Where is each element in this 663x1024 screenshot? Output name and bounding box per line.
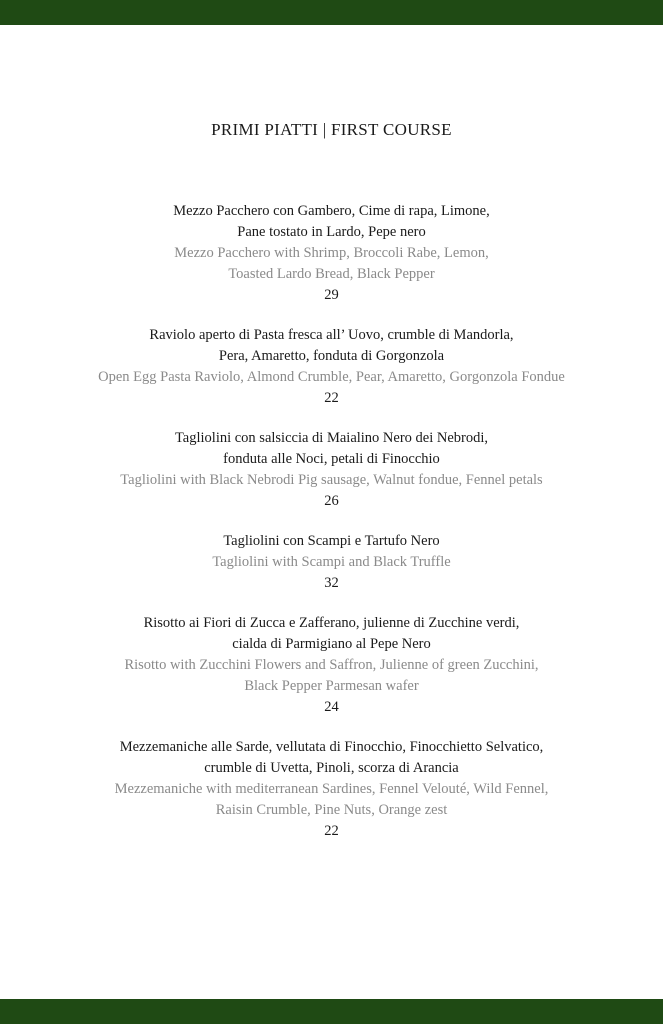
dish-item <box>0 428 663 512</box>
dish-price: 26 <box>324 493 339 509</box>
dish-italian-line: Pera, Amaretto, fonduta di Gorgonzola <box>218 348 445 364</box>
dish-english-line: Risotto with Zucchini Flowers and Saffron, Julienne of green Zucchini, <box>124 657 539 673</box>
dish-italian-line: Tagliolini con Scampi e Tartufo Nero <box>223 533 440 549</box>
dish-italian-line: Tagliolini con salsiccia di Maialino Nero dei Nebrodi, <box>174 430 489 446</box>
dish-italian-line: Pane tostato in Lardo, Pepe nero <box>237 224 426 240</box>
dish-price: 29 <box>324 287 339 303</box>
dish-english-line: Open Egg Pasta Raviolo, Almond Crumble, Pear, Amaretto, Gorgonzola Fondue <box>98 369 565 385</box>
dish-price: 22 <box>324 823 339 839</box>
dish-italian-line: Raviolo aperto di Pasta fresca all’ Uovo, crumble di Mandorla, <box>149 327 514 343</box>
dish-italian-line: Mezzemaniche alle Sarde, vellutata di Finocchio, Finocchietto Selvatico, <box>119 739 544 755</box>
dish-english-line: Raisin Crumble, Pine Nuts, Orange zest <box>215 802 448 818</box>
top-green-bar <box>0 0 663 25</box>
dish-italian-line: Mezzo Pacchero con Gambero, Cime di rapa, Limone, <box>173 203 490 219</box>
dish-price: 32 <box>324 575 339 591</box>
dish-price: 24 <box>324 699 339 715</box>
dish-list <box>0 201 663 861</box>
dish-item <box>0 737 663 842</box>
dish-italian-line: crumble di Uvetta, Pinoli, scorza di Arancia <box>204 760 459 776</box>
dish-english-line: Mezzemaniche with mediterranean Sardines, Fennel Velouté, Wild Fennel, <box>114 781 549 797</box>
bottom-green-bar <box>0 999 663 1024</box>
dish-item <box>0 325 663 409</box>
dish-english-line: Black Pepper Parmesan wafer <box>244 678 419 694</box>
dish-italian-line: cialda di Parmigiano al Pepe Nero <box>232 636 431 652</box>
dish-item <box>0 613 663 718</box>
dish-item <box>0 201 663 306</box>
dish-italian-line: Risotto ai Fiori di Zucca e Zafferano, julienne di Zucchine verdi, <box>143 615 520 631</box>
dish-english-line: Mezzo Pacchero with Shrimp, Broccoli Rabe, Lemon, <box>174 245 489 261</box>
dish-english-line: Toasted Lardo Bread, Black Pepper <box>228 266 435 282</box>
dish-english-line: Tagliolini with Scampi and Black Truffle <box>212 554 451 570</box>
page-title: PRIMI PIATTI | FIRST COURSE <box>211 120 452 139</box>
dish-price: 22 <box>324 390 339 406</box>
dish-english-line: Tagliolini with Black Nebrodi Pig sausage, Walnut fondue, Fennel petals <box>120 472 543 488</box>
dish-italian-line: fonduta alle Noci, petali di Finocchio <box>223 451 440 467</box>
dish-item <box>0 531 663 594</box>
